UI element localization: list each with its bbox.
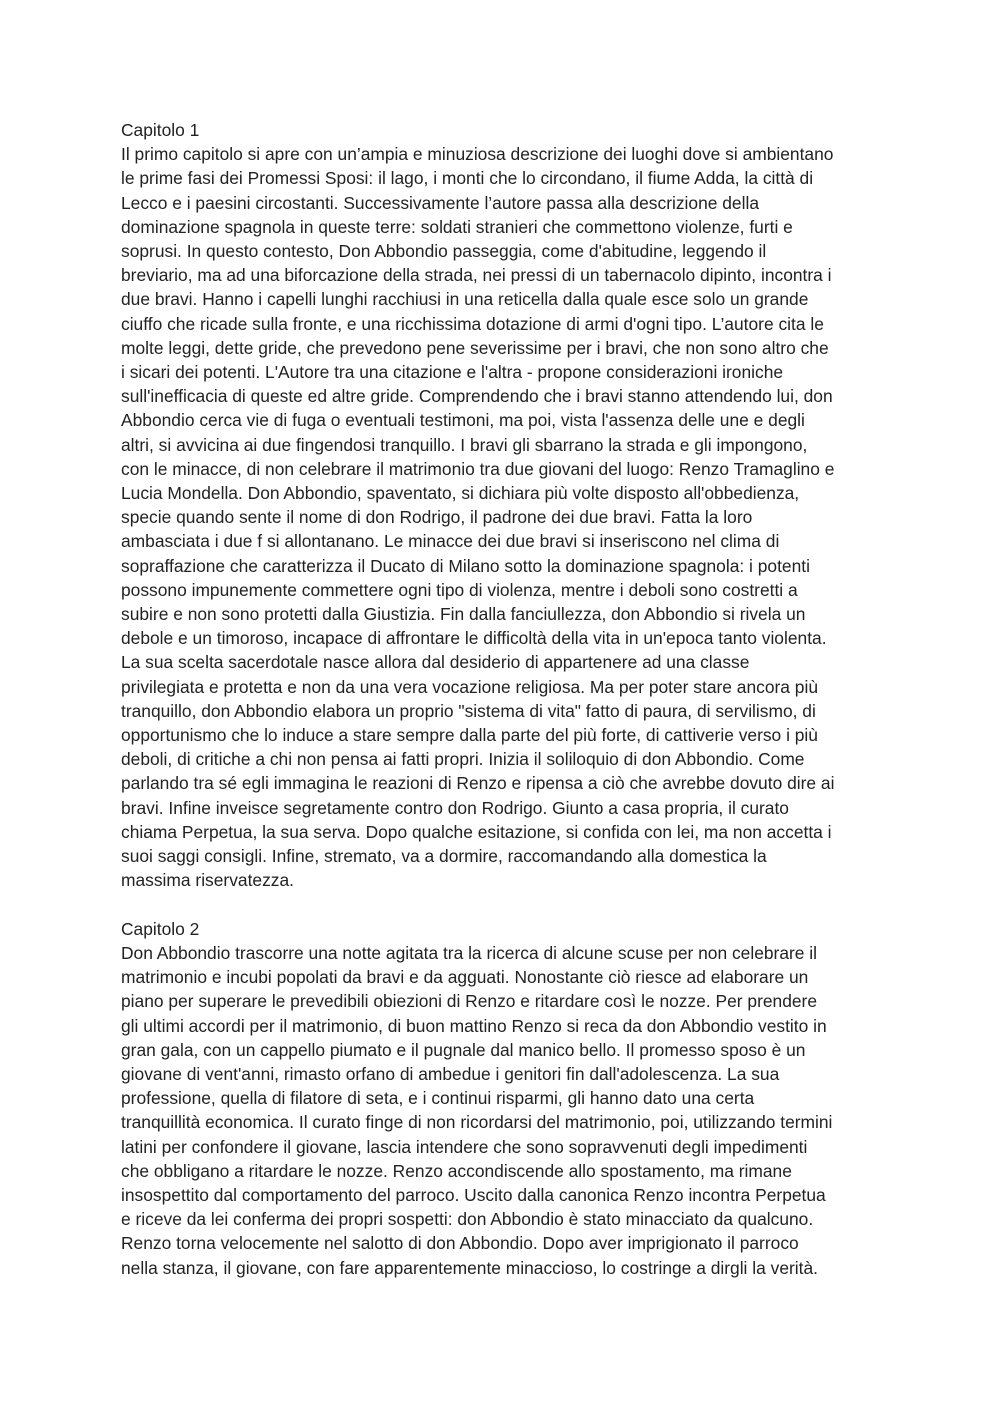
text-line: i sicari dei potenti. L'Autore tra una citazione e l'altra - propone considerazioni ironiche	[121, 362, 784, 383]
text-line: subire e non sono protetti dalla Giustizia. Fin dalla fanciullezza, don Abbondio si rivela un	[121, 604, 806, 625]
text-line: giovane di vent'anni, rimasto orfano di ambedue i genitori fin dall'adolescenza. La sua	[121, 1063, 780, 1084]
text-line: specie quando sente il nome di don Rodrigo, il padrone dei due bravi. Fatta la loro	[121, 507, 753, 528]
text-line: opportunismo che lo induce a stare sempre dalla parte del più forte, di cattiverie verso i più	[121, 725, 818, 746]
text-line: ciuffo che ricade sulla fronte, e una ricchissima dotazione di armi d'ogni tipo. L’autore cita le	[121, 313, 824, 334]
text-line: suoi saggi consigli. Infine, stremato, va a dormire, raccomandando alla domestica la	[121, 846, 767, 867]
text-line: piano per superare le prevedibili obiezioni di Renzo e ritardare così le nozze. Per prendere	[121, 991, 818, 1012]
text-line: gli ultimi accordi per il matrimonio, di buon mattino Renzo si reca da don Abbondio vestito in	[121, 1015, 827, 1036]
text-line: bravi. Infine inveisce segretamente contro don Rodrigo. Giunto a casa propria, il curato	[121, 797, 789, 818]
text-line: soprusi. In questo contesto, Don Abbondio passeggia, come d'abitudine, leggendo il	[121, 241, 767, 262]
text-line: Abbondio cerca vie di fuga o eventuali testimoni, ma poi, vista l'assenza delle une e degli	[121, 410, 805, 431]
text-line: Lecco e i paesini circostanti. Successivamente l’autore passa alla descrizione della	[121, 192, 759, 213]
text-line: sull'inefficacia di queste ed altre gride. Comprendendo che i bravi stanno attendendo lui, don	[121, 386, 833, 407]
text-line: breviario, ma ad una biforcazione della strada, nei pressi di un tabernacolo dipinto, incontra i	[121, 265, 832, 286]
text-line: due bravi. Hanno i capelli lunghi racchiusi in una reticella dalla quale esce solo un grande	[121, 289, 809, 310]
text-line: Lucia Mondella. Don Abbondio, spaventato, si dichiara più volte disposto all'obbedienza,	[121, 483, 800, 504]
document-body	[121, 118, 891, 1280]
chapter-heading: Capitolo 2	[121, 918, 200, 939]
text-line: Il primo capitolo si apre con un’ampia e minuziosa descrizione dei luoghi dove si ambientano	[121, 144, 834, 165]
text-line: con le minacce, di non celebrare il matrimonio tra due giovani del luogo: Renzo Tramaglino e	[121, 458, 835, 479]
text-line: insospettito dal comportamento del parroco. Uscito dalla canonica Renzo incontra Perpetua	[121, 1184, 826, 1205]
text-line: le prime fasi dei Promessi Sposi: il lago, i monti che lo circondano, il fiume Adda, la città di	[121, 168, 814, 189]
text-line: molte leggi, dette gride, che prevedono pene severissime per i bravi, che non sono altro che	[121, 337, 829, 358]
text-line: Don Abbondio trascorre una notte agitata tra la ricerca di alcune scuse per non celebrare il	[121, 942, 818, 963]
text-line: altri, si avvicina ai due fingendosi tranquillo. I bravi gli sbarrano la strada e gli impongono,	[121, 434, 808, 455]
text-line: parlando tra sé egli immagina le reazioni di Renzo e ripensa a ciò che avrebbe dovuto dire ai	[121, 773, 835, 794]
text-line: Renzo torna velocemente nel salotto di don Abbondio. Dopo aver imprigionato il parroco	[121, 1233, 799, 1254]
text-line: deboli, di critiche a chi non pensa ai fatti propri. Inizia il soliloquio di don Abbondio. Come	[121, 749, 805, 770]
text-line: possono impunemente commettere ogni tipo di violenza, mentre i deboli sono costretti a	[121, 579, 798, 600]
text-line: tranquillità economica. Il curato finge di non ricordarsi del matrimonio, poi, utilizzando termini	[121, 1112, 833, 1133]
text-line: gran gala, con un cappello piumato e il pugnale dal manico bello. Il promesso sposo è un	[121, 1039, 806, 1060]
text-line: e riceve da lei conferma dei propri sospetti: don Abbondio è stato minacciato da qualcuno.	[121, 1209, 814, 1230]
text-line: privilegiata e protetta e non da una vera vocazione religiosa. Ma per poter stare ancora più	[121, 676, 819, 697]
text-line: che obbligano a ritardare le nozze. Renzo accondiscende allo spostamento, ma rimane	[121, 1160, 792, 1181]
text-line: matrimonio e incubi popolati da bravi e da agguati. Nonostante ciò riesce ad elaborare un	[121, 967, 809, 988]
text-line: massima riservatezza.	[121, 870, 294, 891]
chapter-heading: Capitolo 1	[121, 120, 200, 140]
text-line: nella stanza, il giovane, con fare apparentemente minaccioso, lo costringe a dirgli la verità.	[121, 1257, 818, 1278]
text-line: tranquillo, don Abbondio elabora un proprio "sistema di vita" fatto di paura, di servilismo, di	[121, 700, 816, 721]
text-line: latini per confondere il giovane, lascia intendere che sono sopravvenuti degli impedimenti	[121, 1136, 808, 1157]
text-line: La sua scelta sacerdotale nasce allora dal desiderio di appartenere ad una classe	[121, 652, 750, 673]
section-spacer	[121, 893, 891, 917]
text-line: debole e un timoroso, incapace di affrontare le difficoltà della vita in un'epoca tanto violenta.	[121, 628, 827, 649]
text-line: professione, quella di filatore di seta, e i continui risparmi, gli hanno dato una certa	[121, 1088, 755, 1109]
text-line: ambasciata i due f si allontanano. Le minacce dei due bravi si inseriscono nel clima di	[121, 531, 780, 552]
text-line: dominazione spagnola in queste terre: soldati stranieri che commettono violenze, furti e	[121, 216, 793, 237]
text-line: sopraffazione che caratterizza il Ducato di Milano sotto la dominazione spagnola: i potenti	[121, 555, 810, 576]
text-line: chiama Perpetua, la sua serva. Dopo qualche esitazione, si confida con lei, ma non accetta i	[121, 821, 832, 842]
